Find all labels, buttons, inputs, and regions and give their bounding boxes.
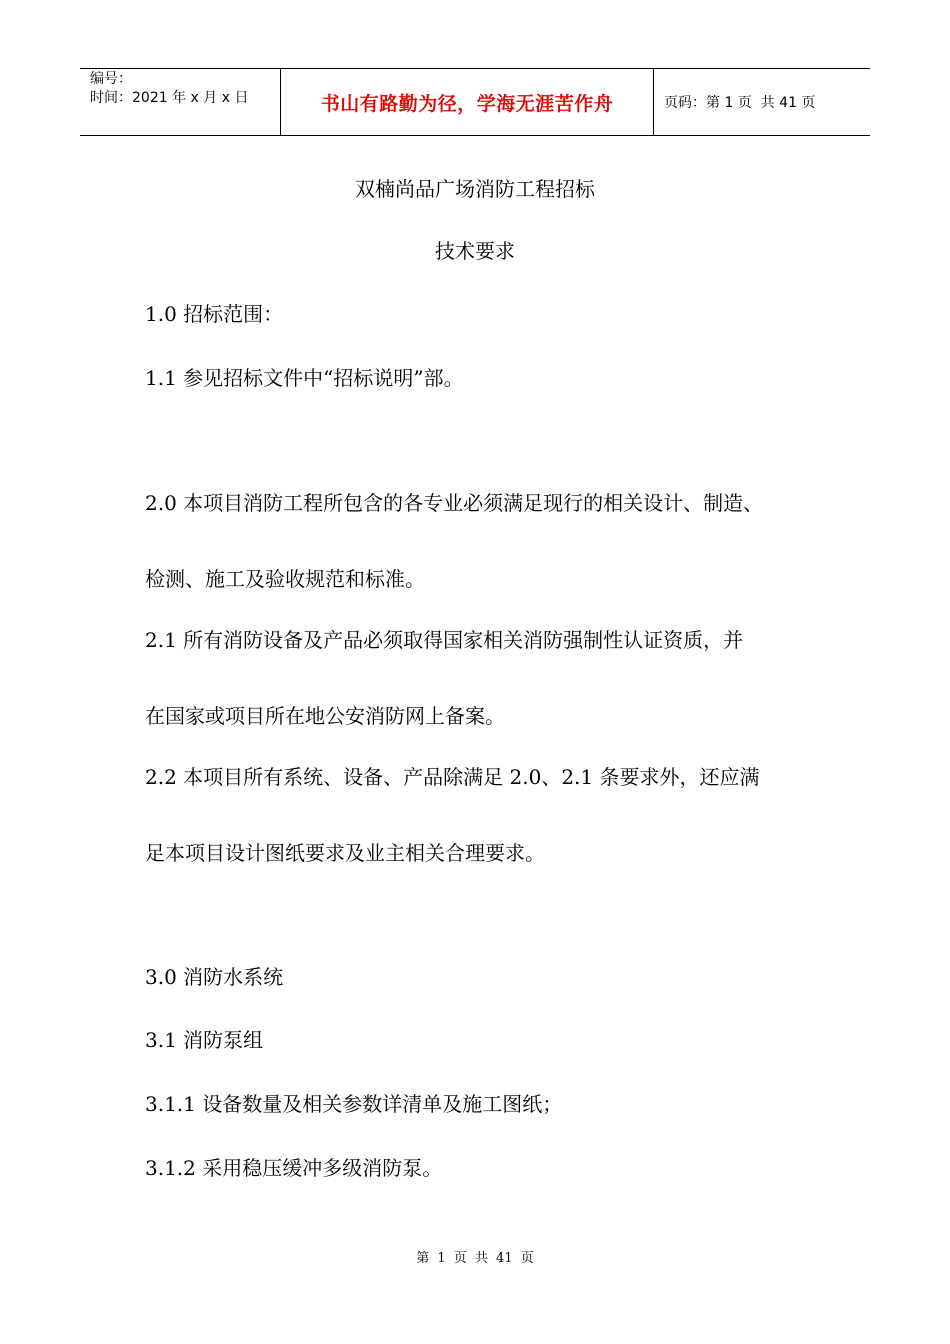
- document-title: 双楠尚品广场消防工程招标: [355, 177, 595, 201]
- motto-text: 书山有路勤为径，学海无涯苦作舟: [320, 92, 614, 115]
- page-info: 页码：第 1 页 共 41 页: [664, 95, 816, 111]
- paragraph: 在国家或项目所在地公安消防网上备案。: [145, 704, 505, 728]
- paragraph: 检测、施工及验收规范和标准。: [145, 567, 425, 591]
- paragraph: 3.1.2 采用稳压缓冲多级消防泵。: [145, 1156, 443, 1180]
- paragraph: 2.0 本项目消防工程所包含的各专业必须满足现行的相关设计、制造、: [145, 491, 764, 515]
- paragraph: 2.2 本项目所有系统、设备、产品除满足 2.0、2.1 条要求外，还应满: [145, 765, 760, 789]
- paragraph: 3.1.1 设备数量及相关参数详清单及施工图纸；: [145, 1092, 563, 1116]
- serial-number-label: 编号：: [90, 71, 132, 87]
- page-footer: 第 1 页 共 41 页: [416, 1251, 534, 1266]
- header-motto-cell: [281, 69, 654, 135]
- header-meta-cell: [80, 69, 281, 135]
- paragraph: 1.0 招标范围：: [145, 302, 284, 326]
- paragraph: 足本项目设计图纸要求及业主相关合理要求。: [145, 841, 545, 865]
- section-heading: 3.0 消防水系统: [145, 965, 284, 989]
- date-label: 时间：2021 年 x 月 x 日: [90, 90, 249, 106]
- header-page-cell: [654, 69, 870, 135]
- paragraph: 2.1 所有消防设备及产品必须取得国家相关消防强制性认证资质，并: [145, 628, 744, 652]
- document-header: [80, 68, 870, 136]
- paragraph: 1.1 参见招标文件中“招标说明”部。: [145, 366, 464, 390]
- subsection-heading: 3.1 消防泵组: [145, 1028, 264, 1052]
- document-subtitle: 技术要求: [435, 239, 515, 263]
